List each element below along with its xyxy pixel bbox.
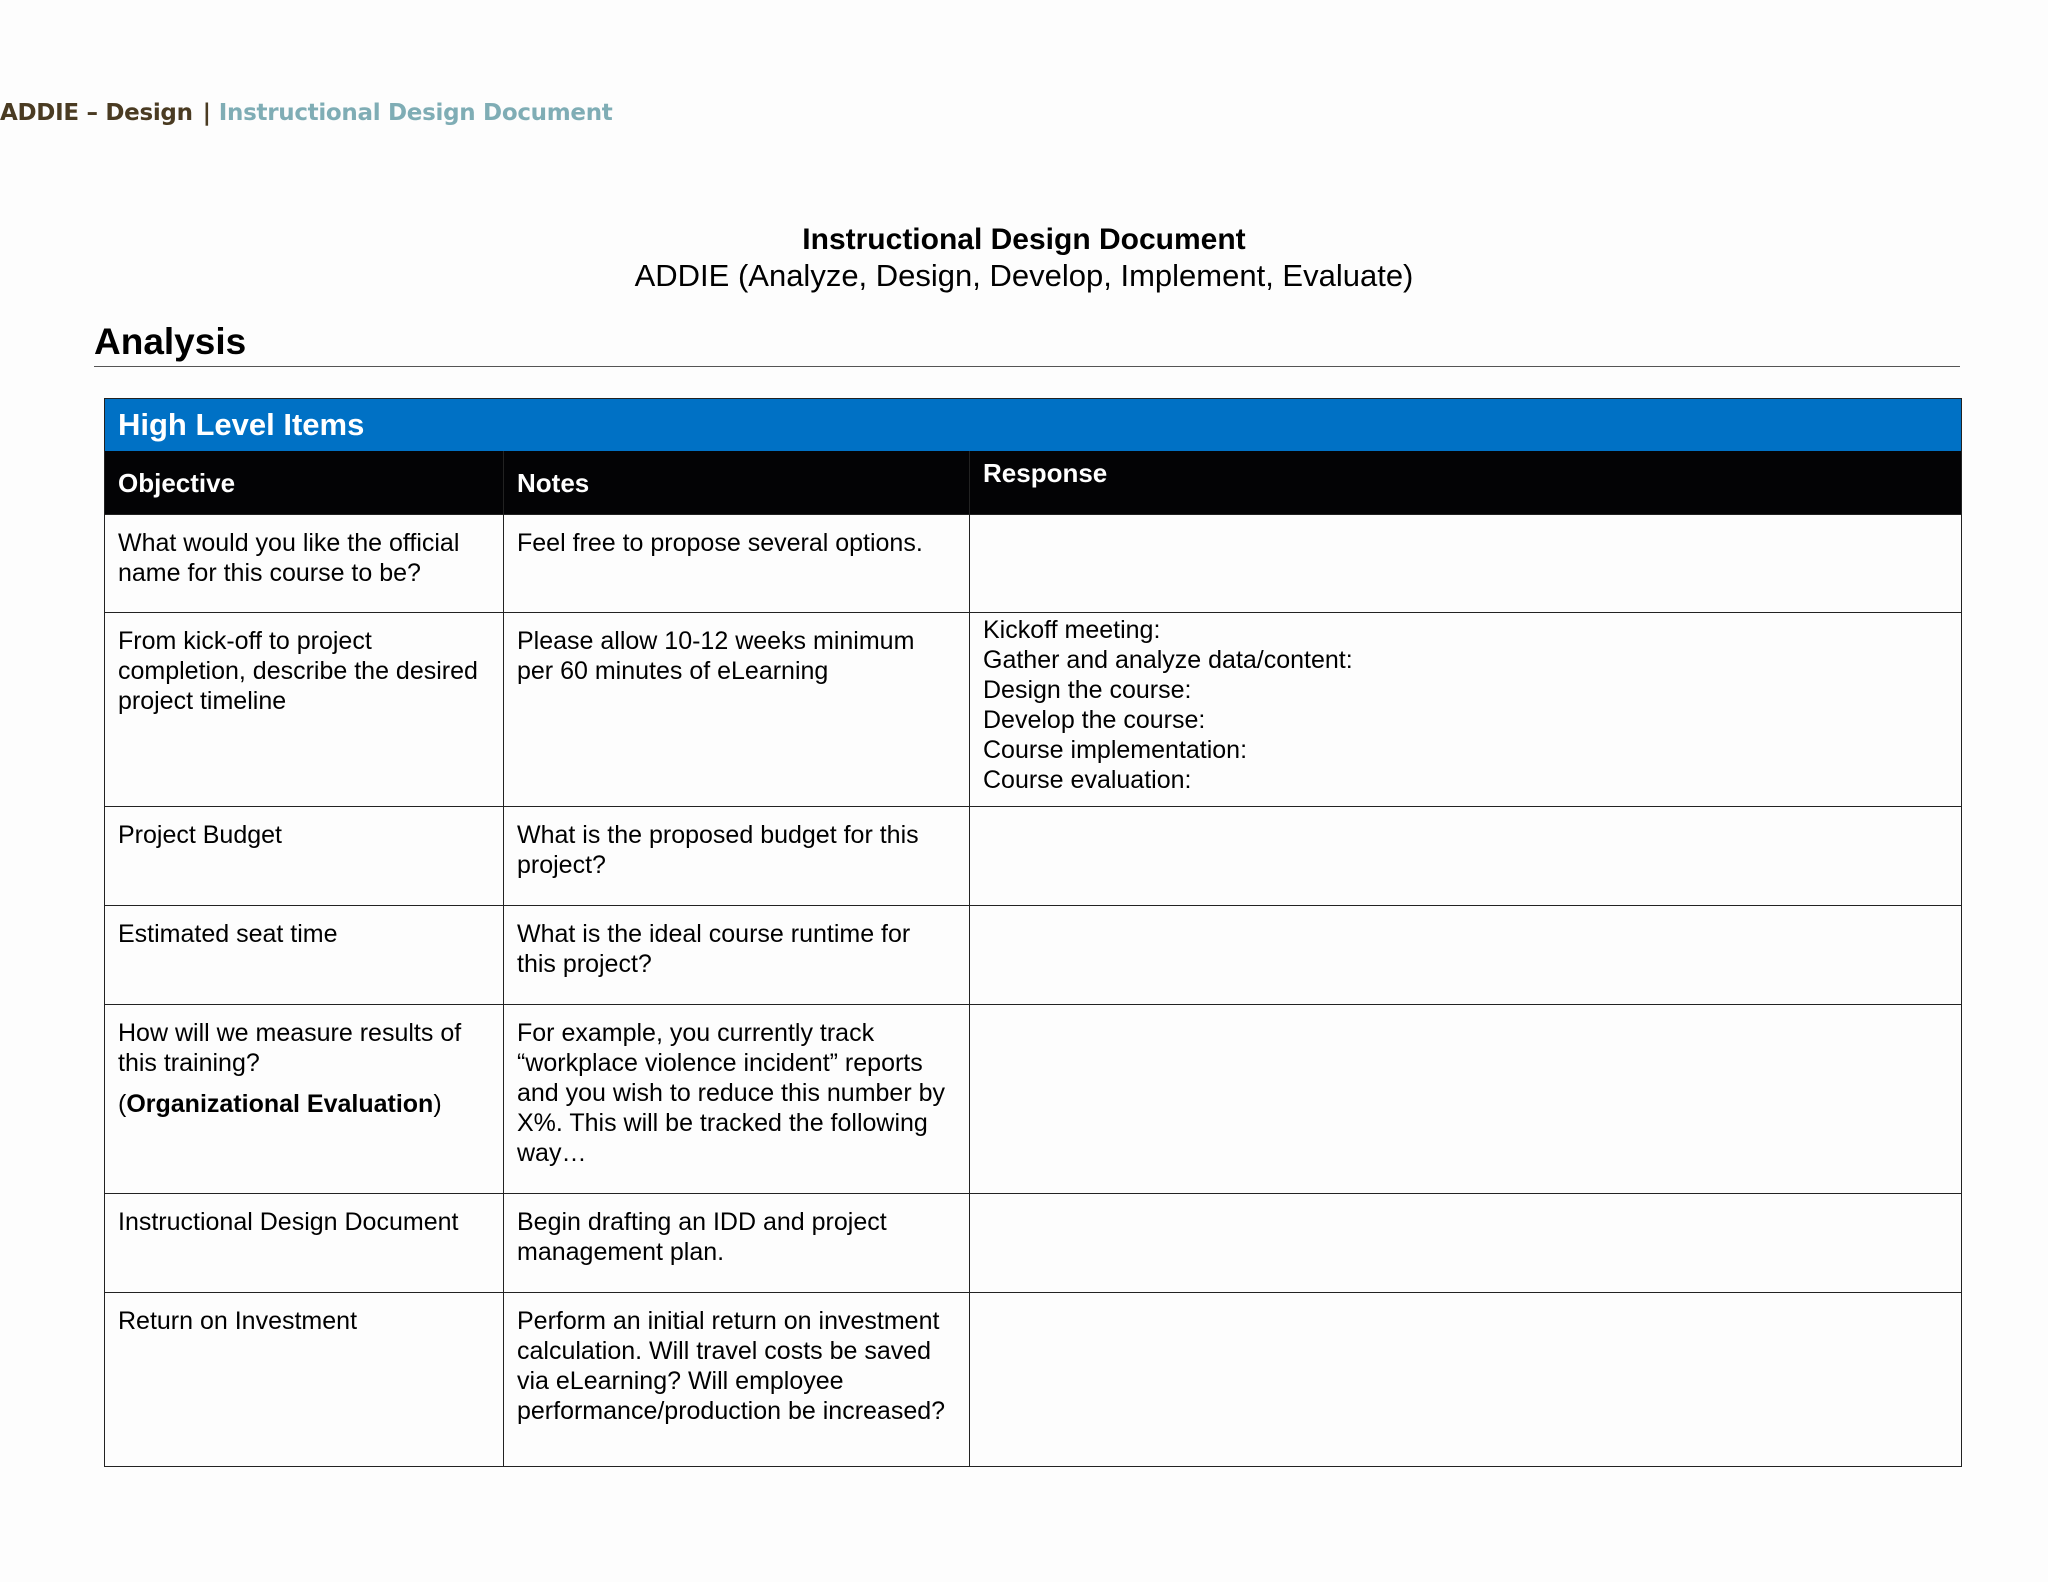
response-cell[interactable] <box>970 1293 1962 1467</box>
notes-cell: What is the proposed budget for this project? <box>504 807 970 906</box>
table-row <box>105 613 1962 807</box>
response-cell[interactable] <box>970 1194 1962 1293</box>
high-level-items-table <box>104 398 1962 1467</box>
running-header-separator: | <box>202 100 211 126</box>
running-header <box>0 100 612 126</box>
notes-cell: Perform an initial return on investment calculation. Will travel costs be saved via eLearning? Will employee performance/production be increased? <box>504 1293 970 1467</box>
objective-cell: Estimated seat time <box>105 906 504 1005</box>
table-row <box>105 1005 1962 1194</box>
notes-cell: Feel free to propose several options. <box>504 515 970 613</box>
notes-cell: For example, you currently track “workplace violence incident” reports and you wish to reduce this number by X%. This will be tracked the following way… <box>504 1005 970 1194</box>
column-header-response: Response <box>970 451 1962 515</box>
running-header-document: Instructional Design Document <box>218 100 613 126</box>
response-line-kickoff: Kickoff meeting: <box>983 616 1161 644</box>
table-row <box>105 1293 1962 1467</box>
table-row <box>105 807 1962 906</box>
table-row <box>105 906 1962 1005</box>
table-banner-row <box>105 399 1962 452</box>
table-row <box>105 515 1962 613</box>
response-cell[interactable] <box>970 515 1962 613</box>
document-title: Instructional Design Document <box>802 223 1246 256</box>
response-line-evaluation: Course evaluation: <box>983 766 1192 794</box>
objective-cell <box>105 1005 504 1194</box>
notes-cell: What is the ideal course runtime for this project? <box>504 906 970 1005</box>
table-banner: High Level Items <box>105 399 1962 452</box>
response-cell[interactable] <box>970 906 1962 1005</box>
column-header-notes: Notes <box>504 451 970 515</box>
response-line-develop: Develop the course: <box>983 706 1206 734</box>
notes-cell: Please allow 10-12 weeks minimum per 60 minutes of eLearning <box>504 613 970 807</box>
running-header-section: ADDIE – Design <box>0 100 193 126</box>
document-title-block <box>0 222 2048 294</box>
notes-cell: Begin drafting an IDD and project management plan. <box>504 1194 970 1293</box>
table-row <box>105 1194 1962 1293</box>
subnote-close-paren: ) <box>433 1090 442 1118</box>
response-line-implementation: Course implementation: <box>983 736 1248 764</box>
objective-subnote <box>118 1089 490 1119</box>
column-header-objective: Objective <box>105 451 504 515</box>
section-divider <box>94 366 1960 367</box>
objective-text: How will we measure results of this training? <box>118 1019 462 1077</box>
subnote-open-paren: ( <box>118 1090 127 1118</box>
document-subtitle: ADDIE (Analyze, Design, Develop, Implement, Evaluate) <box>634 258 1414 293</box>
section-heading: Analysis <box>94 321 247 362</box>
subnote-bold-text: Organizational Evaluation <box>126 1090 434 1118</box>
objective-cell: Return on Investment <box>105 1293 504 1467</box>
objective-cell: What would you like the official name for this course to be? <box>105 515 504 613</box>
response-cell[interactable] <box>970 613 1962 807</box>
response-cell[interactable] <box>970 807 1962 906</box>
table-header-row <box>105 451 1962 515</box>
response-cell[interactable] <box>970 1005 1962 1194</box>
objective-cell: From kick-off to project completion, describe the desired project timeline <box>105 613 504 807</box>
objective-cell: Instructional Design Document <box>105 1194 504 1293</box>
objective-cell: Project Budget <box>105 807 504 906</box>
response-line-design: Design the course: <box>983 676 1192 704</box>
response-line-gather: Gather and analyze data/content: <box>983 646 1353 674</box>
